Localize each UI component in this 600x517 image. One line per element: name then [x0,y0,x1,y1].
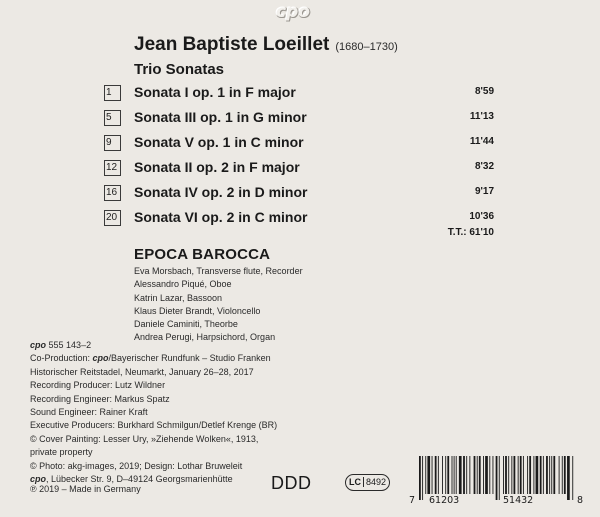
barcode-bar [551,456,552,494]
barcode-digit-group: 61203 [429,495,460,506]
barcode-bar [469,456,470,494]
musician-list [134,265,303,345]
track-row [0,84,600,104]
barcode-bar [508,456,509,494]
photo-design-line: © Photo: akg-images, 2019; Design: Lothar Bruweleit [30,460,243,471]
barcode-digit-group: 51432 [503,495,534,506]
track-row [0,209,600,229]
track-title: Sonata I op. 1 in F major [134,84,296,100]
track-number-box: 16 [104,185,121,201]
barcode-bar [567,456,570,500]
album-subtitle: Trio Sonatas [134,61,225,78]
barcode-bar [523,456,524,494]
track-duration: 11'44 [469,136,494,147]
barcode-bar [445,456,446,494]
barcode-digit-group: 7 [409,495,416,506]
track-title: Sonata III op. 1 in G minor [134,109,307,125]
barcode-bar [518,456,519,494]
coproduction-partner: /Bayerischer Rundfunk – Studio Franken [108,353,271,364]
venue-line: Historischer Reitstadel, Neumarkt, January 26–28, 2017 [30,366,254,377]
musician-line: Eva Morsbach, Transverse flute, Recorder [134,266,303,276]
copyright-line: ℗ 2019 – Made in Germany [30,484,141,494]
track-duration: 9'17 [474,186,494,197]
track-number-box: 5 [104,110,121,126]
barcode-bar [543,456,544,494]
barcode-bar [533,456,534,494]
label-code-prefix: LC [349,477,361,487]
coproduction-label: Co-Production: [30,353,93,364]
barcode-bar [422,456,423,500]
barcode-bars [417,456,575,500]
barcode-bar [474,456,476,494]
coproduction-line [30,352,277,365]
composer-dates: (1680–1730) [335,41,398,53]
label-code-number: 8492 [363,477,386,487]
recording-engineer-line: Recording Engineer: Markus Spatz [30,393,170,404]
barcode-bar [562,456,563,494]
barcode-bar [425,456,426,494]
barcode-bar [499,456,500,500]
cpo-inline-logo: cpo [30,474,47,485]
barcode-bar [483,456,484,494]
barcode-bar [493,456,494,494]
barcode-bar [485,456,488,494]
barcode-bar [527,456,528,494]
track-number-box: 1 [104,85,121,101]
barcode-bar [520,456,522,494]
barcode-bar [477,456,478,494]
credits-block [30,339,277,486]
track-duration: 10'36 [469,211,494,222]
barcode-bar [489,456,490,494]
ddd-mark: DDD [271,473,312,493]
barcode-bar [432,456,433,494]
cpo-logo: cpo [276,2,310,22]
barcode [409,456,584,508]
musician-line: Klaus Dieter Brandt, Violoncello [134,305,261,316]
barcode-bar [559,456,560,494]
track-title: Sonata V op. 1 in C minor [134,134,304,150]
barcode-bar [564,456,566,494]
barcode-bar [479,456,481,494]
barcode-bar [514,456,516,494]
musician-line: Alessandro Piqué, Oboe [134,279,232,290]
ensemble-name: EPOCA BAROCCA [134,246,271,263]
barcode-bar [447,456,449,494]
label-code-badge [345,473,390,491]
sound-engineer-line: Sound Engineer: Rainer Kraft [30,407,148,418]
barcode-bar [459,456,462,494]
track-row [0,184,600,204]
composer-name: Jean Baptiste Loeillet [134,34,330,55]
address-text: , Lübecker Str. 9, D–49124 Georgsmarienhütte [46,474,233,485]
track-number-box: 9 [104,135,121,151]
barcode-bar [454,456,455,494]
track-title: Sonata VI op. 2 in C minor [134,209,308,225]
barcode-bar [463,456,465,494]
track-number-box: 12 [104,160,121,176]
composer-heading [134,34,398,56]
barcode-bar [529,456,531,494]
track-number-box: 20 [104,210,121,226]
barcode-bar [419,456,421,500]
barcode-bar [553,456,555,494]
barcode-bar [427,456,430,494]
track-duration: 8'32 [474,161,494,172]
cover-painting-line: © Cover Painting: Lesser Ury, »Ziehende Wolken«, 1913, [30,433,259,444]
musician-line: Andrea Perugi, Harpsichord, Organ [134,332,276,343]
musician-line: Katrin Lazar, Bassoon [134,292,223,303]
catalog-line [30,339,277,352]
barcode-bar [546,456,548,494]
cpo-inline-logo: cpo [92,353,109,364]
total-time: T.T.: 61'10 [447,227,494,238]
label-code-oval [345,474,390,491]
barcode-bar [540,456,542,494]
track-row [0,109,600,129]
cpo-inline-logo: cpo [30,340,47,350]
track-title: Sonata IV op. 2 in D minor [134,184,308,200]
barcode-bar [456,456,457,494]
track-duration: 11'13 [469,111,494,122]
executive-producers-line: Executive Producers: Burkhard Schmilgun/Detlef Krenge (BR) [30,420,278,431]
recording-producer-line: Recording Producer: Lutz Wildner [30,380,166,391]
track-title: Sonata II op. 2 in F major [134,159,300,175]
barcode-bar [549,456,550,494]
barcode-bar [438,456,439,494]
musician-line: Daniele Caminiti, Theorbe [134,319,238,330]
barcode-bar [505,456,507,494]
barcode-bar [452,456,453,494]
track-row [0,159,600,179]
cover-painting-line-2: private property [30,447,93,458]
track-duration: 8'59 [474,86,494,97]
barcode-digit-group: 8 [577,495,584,506]
track-row [0,134,600,154]
barcode-bar [435,456,437,494]
catalog-number: 555 143–2 [48,340,92,350]
barcode-bar [442,456,443,494]
barcode-bar [572,456,573,500]
barcode-bar [503,456,504,494]
barcode-bar [511,456,512,494]
barcode-bar [536,456,539,494]
barcode-bar [496,456,498,500]
barcode-bar [466,456,467,494]
